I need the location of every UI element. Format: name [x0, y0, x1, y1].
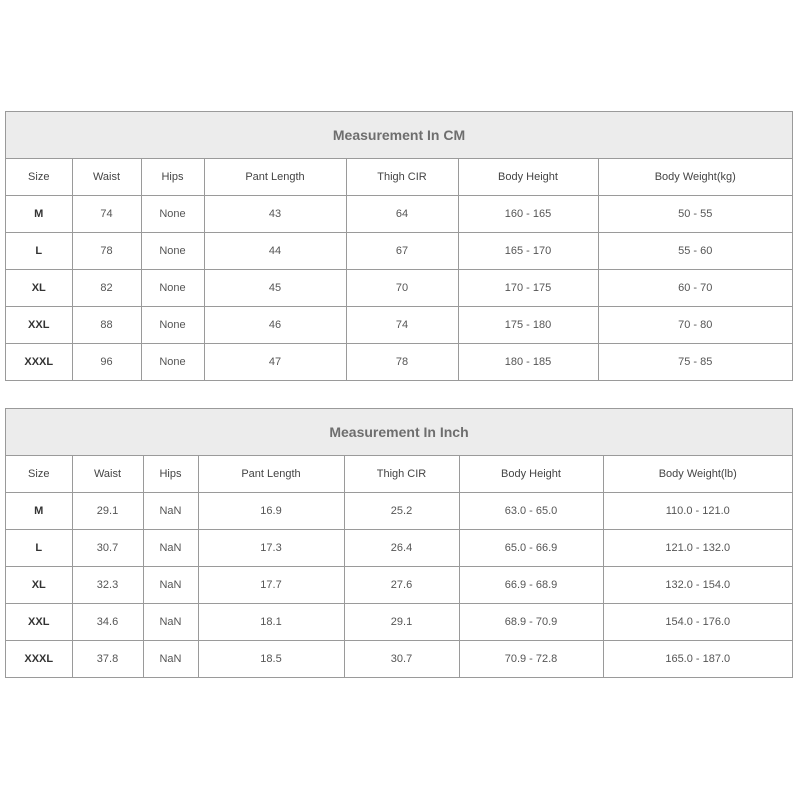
table-cell: 74: [72, 196, 141, 233]
table-cell: 67: [346, 233, 458, 270]
column-header: Hips: [143, 456, 198, 493]
table-cell: 18.5: [198, 641, 344, 678]
table-cell: 121.0 - 132.0: [603, 530, 792, 567]
table-cell: 43: [204, 196, 346, 233]
table-cell: 32.3: [72, 567, 143, 604]
table-cell: 26.4: [344, 530, 459, 567]
header-row: [6, 456, 792, 493]
table-cell: 165.0 - 187.0: [665, 653, 731, 665]
size-table: [6, 159, 792, 380]
header-row: [6, 159, 792, 196]
table-cell: 74: [346, 307, 458, 344]
size-cell: XXXL: [6, 641, 72, 678]
table-cell: 180 - 185: [458, 344, 598, 381]
table-cell: 18.1: [198, 604, 344, 641]
table-cell: 65.0 - 66.9: [459, 530, 603, 567]
table-cell: 175 - 180: [458, 307, 598, 344]
size-table: [6, 456, 792, 677]
table-cell: 110.0 - 121.0: [603, 493, 792, 530]
size-cell: XXL: [6, 604, 72, 641]
table-row: [6, 604, 792, 641]
column-header: Size: [6, 456, 72, 493]
table-cell: 60 - 70: [598, 270, 792, 307]
table-cell: None: [141, 344, 204, 381]
table-cell: 17.7: [198, 567, 344, 604]
size-chart-inch: [5, 408, 793, 678]
table-cell: 27.6: [344, 567, 459, 604]
column-header: Body Height: [458, 159, 598, 196]
column-header: Hips: [141, 159, 204, 196]
table-cell: 75 - 85: [678, 356, 713, 368]
table-cell: None: [141, 196, 204, 233]
column-header: Body Height: [459, 456, 603, 493]
table-cell: NaN: [143, 493, 198, 530]
table-cell: 29.1: [344, 604, 459, 641]
size-cell: XXL: [6, 307, 72, 344]
column-header: Pant Length: [204, 159, 346, 196]
table-cell: 160 - 165: [458, 196, 598, 233]
table-cell: NaN: [143, 604, 198, 641]
size-chart-cm: [5, 111, 793, 381]
table-cell: NaN: [143, 530, 198, 567]
table-row: [6, 530, 792, 567]
table-cell: 154.0 - 176.0: [603, 604, 792, 641]
table-cell: 34.6: [72, 604, 143, 641]
table-cell: 46: [204, 307, 346, 344]
table-cell: NaN: [143, 567, 198, 604]
table-cell: NaN: [143, 641, 198, 678]
table-cell: 66.9 - 68.9: [459, 567, 603, 604]
column-header: Body Weight(kg): [598, 159, 792, 196]
column-header: Thigh CIR: [346, 159, 458, 196]
table-cell: None: [141, 270, 204, 307]
table-cell: 47: [204, 344, 346, 381]
chart-title: Measurement In CM: [6, 112, 792, 159]
size-cell: XL: [6, 567, 72, 604]
table-cell: 55 - 60: [598, 233, 792, 270]
chart-title: Measurement In Inch: [6, 409, 792, 456]
table-row: [6, 233, 792, 270]
table-cell: 25.2: [344, 493, 459, 530]
table-cell: 96: [72, 344, 141, 381]
size-cell: M: [6, 196, 72, 233]
table-cell: 45: [204, 270, 346, 307]
table-cell: 70: [346, 270, 458, 307]
column-header: Body Weight(lb): [603, 456, 792, 493]
column-header: Pant Length: [198, 456, 344, 493]
table-cell: 64: [346, 196, 458, 233]
table-cell: 37.8: [72, 641, 143, 678]
table-row: [6, 493, 792, 530]
table-cell: 63.0 - 65.0: [459, 493, 603, 530]
table-cell: 170 - 175: [458, 270, 598, 307]
table-cell: 88: [72, 307, 141, 344]
table-cell: 50 - 55: [598, 196, 792, 233]
table-cell: 16.9: [198, 493, 344, 530]
size-cell: M: [6, 493, 72, 530]
column-header: Size: [6, 159, 72, 196]
table-cell: 68.9 - 70.9: [459, 604, 603, 641]
table-cell: 78: [72, 233, 141, 270]
table-row: [6, 641, 792, 678]
table-row: [6, 307, 792, 344]
table-cell: None: [141, 233, 204, 270]
table-cell: 44: [204, 233, 346, 270]
table-cell: 132.0 - 154.0: [603, 567, 792, 604]
table-cell: 17.3: [198, 530, 344, 567]
table-cell: 70.9 - 72.8: [459, 641, 603, 678]
size-cell: L: [6, 233, 72, 270]
table-cell: 78: [346, 344, 458, 381]
column-header: Thigh CIR: [344, 456, 459, 493]
table-row: [6, 567, 792, 604]
table-cell: 82: [72, 270, 141, 307]
size-cell: XL: [6, 270, 72, 307]
table-cell: 30.7: [344, 641, 459, 678]
column-header: Waist: [72, 456, 143, 493]
size-cell: XXXL: [6, 344, 72, 381]
table-cell: 165 - 170: [458, 233, 598, 270]
size-cell: L: [6, 530, 72, 567]
table-row: [6, 196, 792, 233]
table-cell: 70 - 80: [598, 307, 792, 344]
table-cell: None: [141, 307, 204, 344]
table-row: [6, 270, 792, 307]
table-cell: 29.1: [72, 493, 143, 530]
table-cell: 30.7: [72, 530, 143, 567]
table-row: [6, 344, 792, 381]
column-header: Waist: [72, 159, 141, 196]
